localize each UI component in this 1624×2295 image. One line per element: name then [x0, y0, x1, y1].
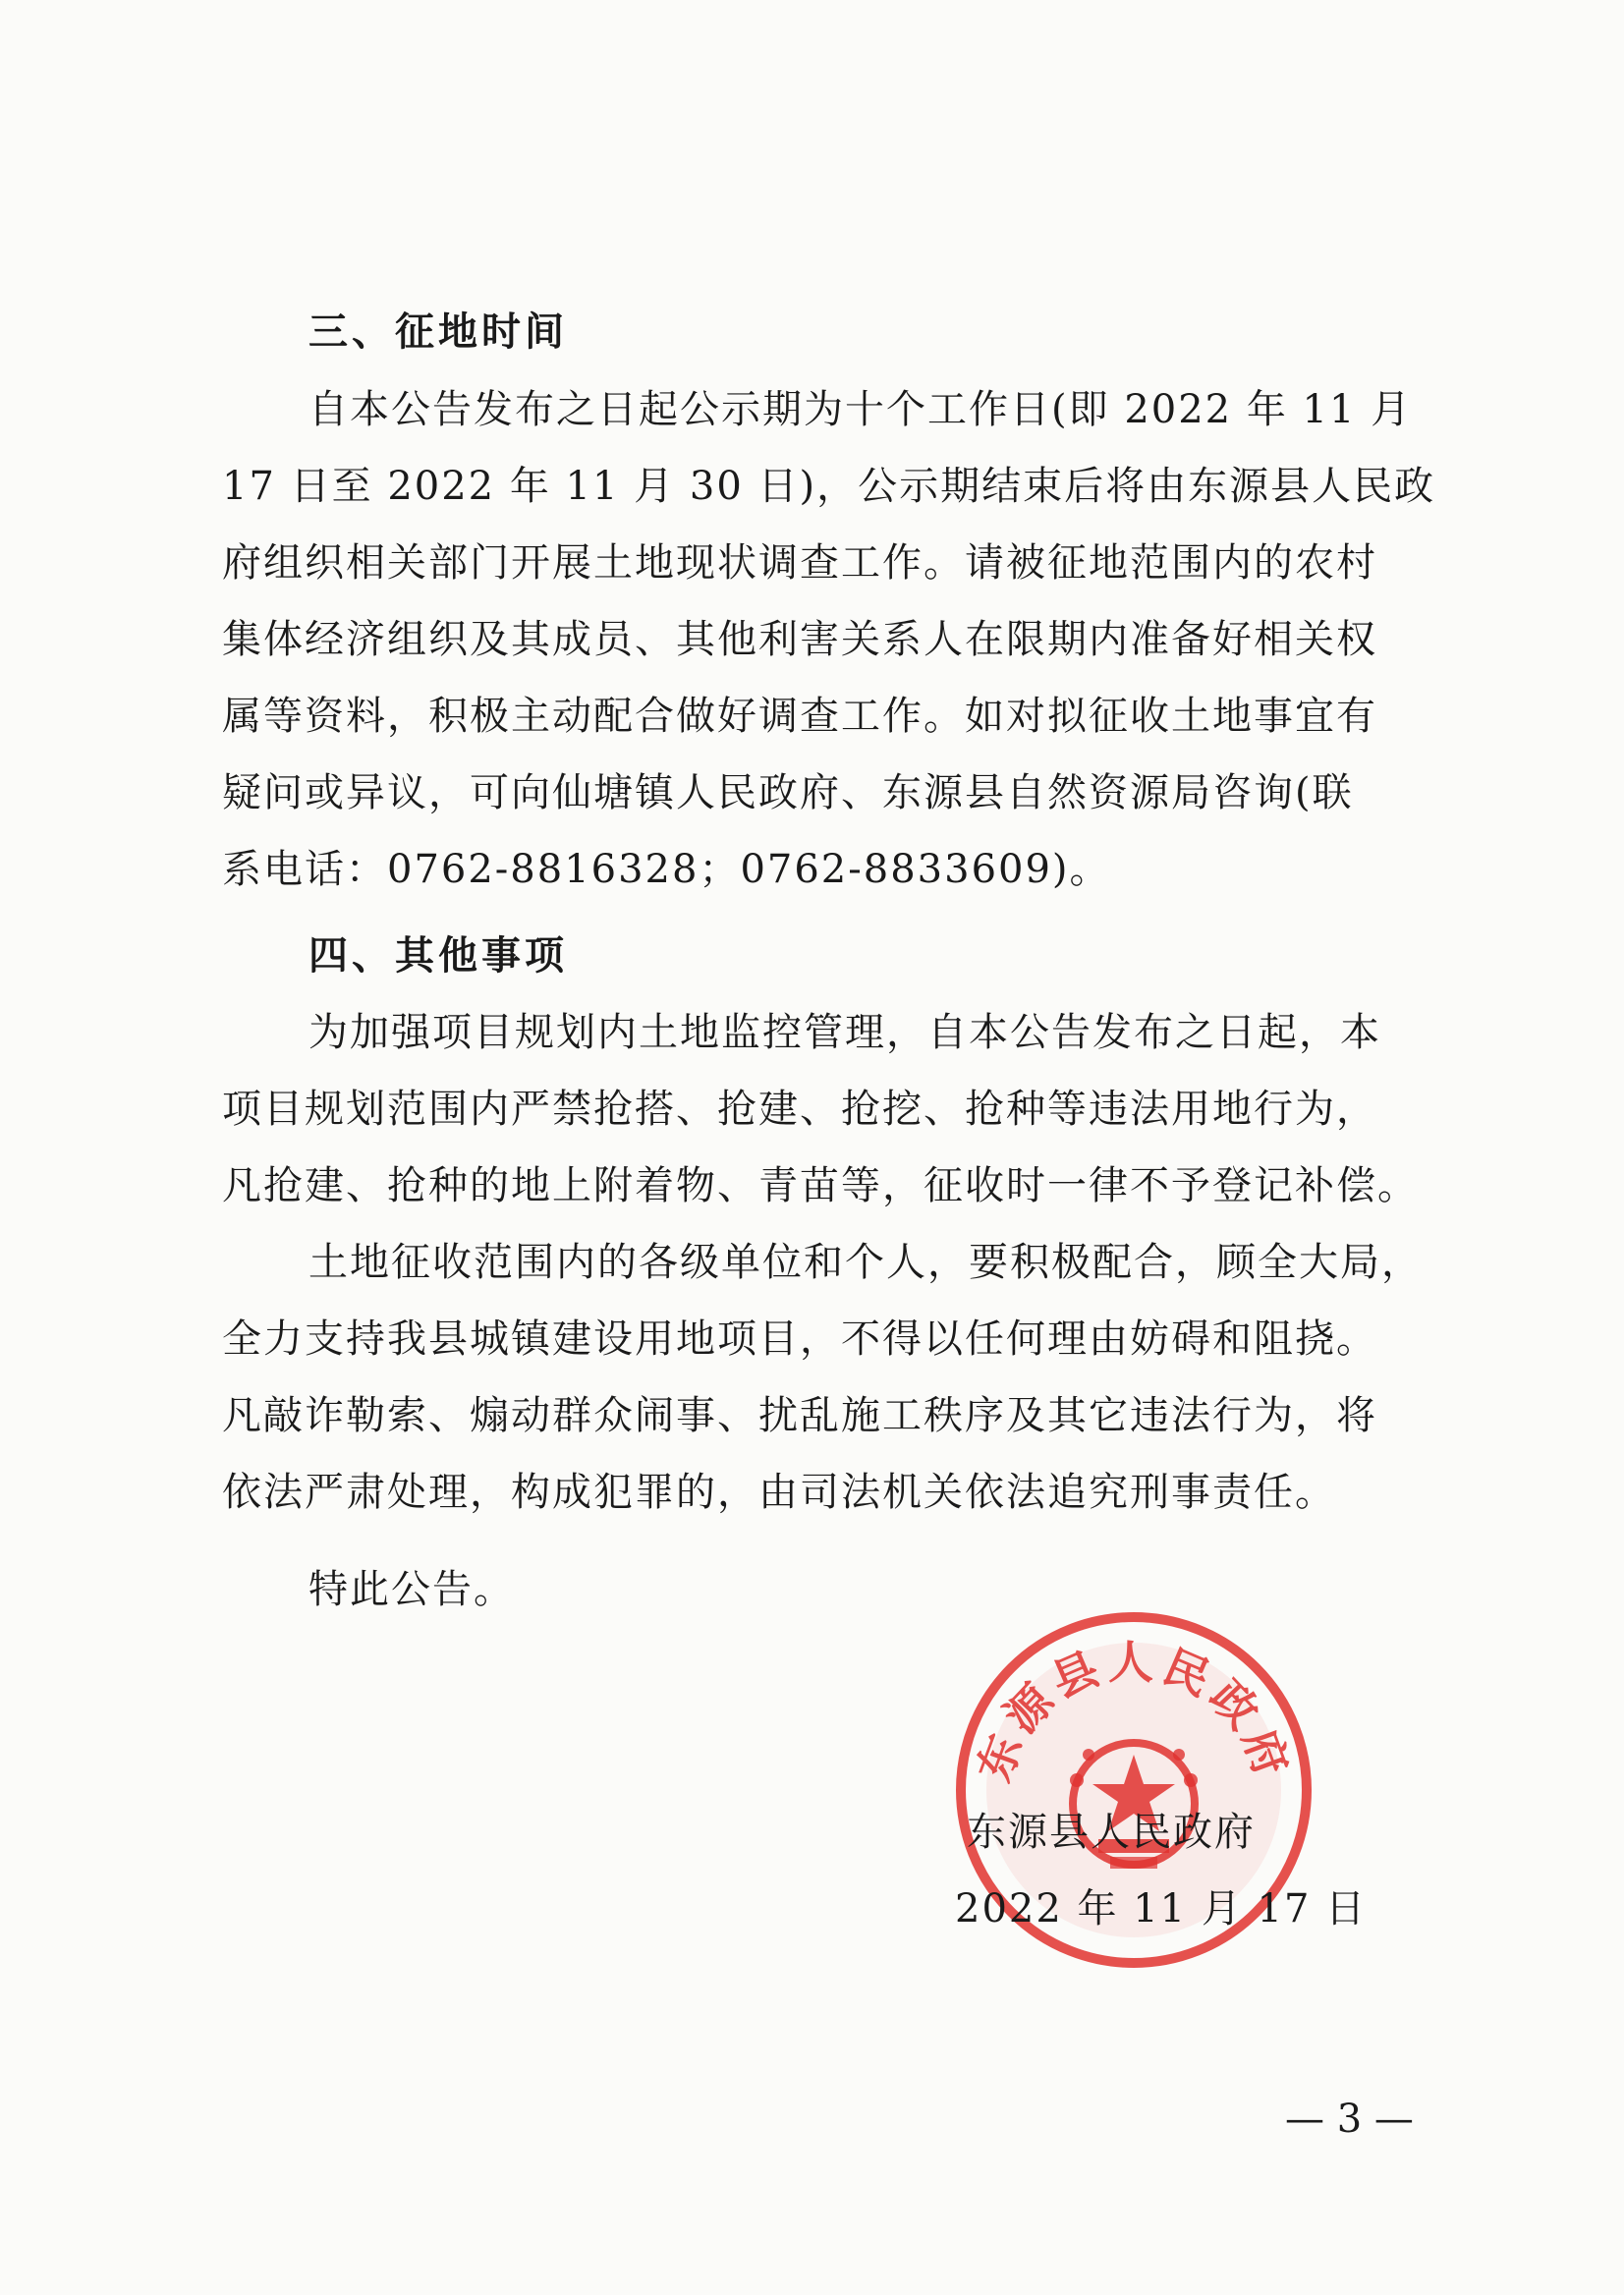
closing-text: 特此公告。 — [308, 1567, 515, 1612]
section-3-line-1: 自本公告发布之日起公示期为十个工作日(即 2022 年 11 月 — [308, 387, 1413, 432]
svg-text:东源县人民政府: 东源县人民政府 — [967, 1636, 1301, 1789]
section-4-para-2-line-2: 全力支持我县城镇建设用地项目，不得以任何理由妨碍和阻挠。 — [222, 1316, 1377, 1362]
section-4-heading: 四、其他事项 — [308, 933, 568, 979]
page-number: — 3 — — [1285, 2097, 1414, 2142]
section-4-para-2-line-1: 土地征收范围内的各级单位和个人，要积极配合，顾全大局， — [308, 1240, 1423, 1285]
section-3-heading: 三、征地时间 — [308, 309, 568, 355]
section-4-para-2-line-4: 依法严肃处理，构成犯罪的，由司法机关依法追究刑事责任。 — [222, 1470, 1336, 1515]
section-4-para-1-line-2: 项目规划范围内严禁抢搭、抢建、抢挖、抢种等违法用地行为， — [222, 1087, 1377, 1132]
section-3-line-3: 府组织相关部门开展土地现状调查工作。请被征地范围内的农村 — [222, 540, 1377, 586]
signature-date: 2022 年 11 月 17 日 — [955, 1886, 1368, 1931]
section-3-line-4: 集体经济组织及其成员、其他利害关系人在限期内准备好相关权 — [222, 617, 1377, 662]
section-3-line-5: 属等资料，积极主动配合做好调查工作。如对拟征收土地事宜有 — [222, 694, 1377, 739]
section-4-para-2-line-3: 凡敲诈勒索、煽动群众闹事、扰乱施工秩序及其它违法行为，将 — [222, 1393, 1377, 1438]
section-3-line-2: 17 日至 2022 年 11 月 30 日)，公示期结束后将由东源县人民政 — [222, 464, 1436, 509]
section-4-para-1-line-3: 凡抢建、抢种的地上附着物、青苗等，征收时一律不予登记补偿。 — [222, 1163, 1419, 1208]
section-4-para-1-line-1: 为加强项目规划内土地监控管理，自本公告发布之日起，本 — [308, 1010, 1381, 1055]
section-3-line-6: 疑问或异议，可向仙塘镇人民政府、东源县自然资源局咨询(联 — [222, 770, 1354, 815]
signature-organization: 东源县人民政府 — [967, 1810, 1256, 1855]
section-3-line-7: 系电话：0762-8816328；0762-8833609)。 — [222, 847, 1111, 892]
